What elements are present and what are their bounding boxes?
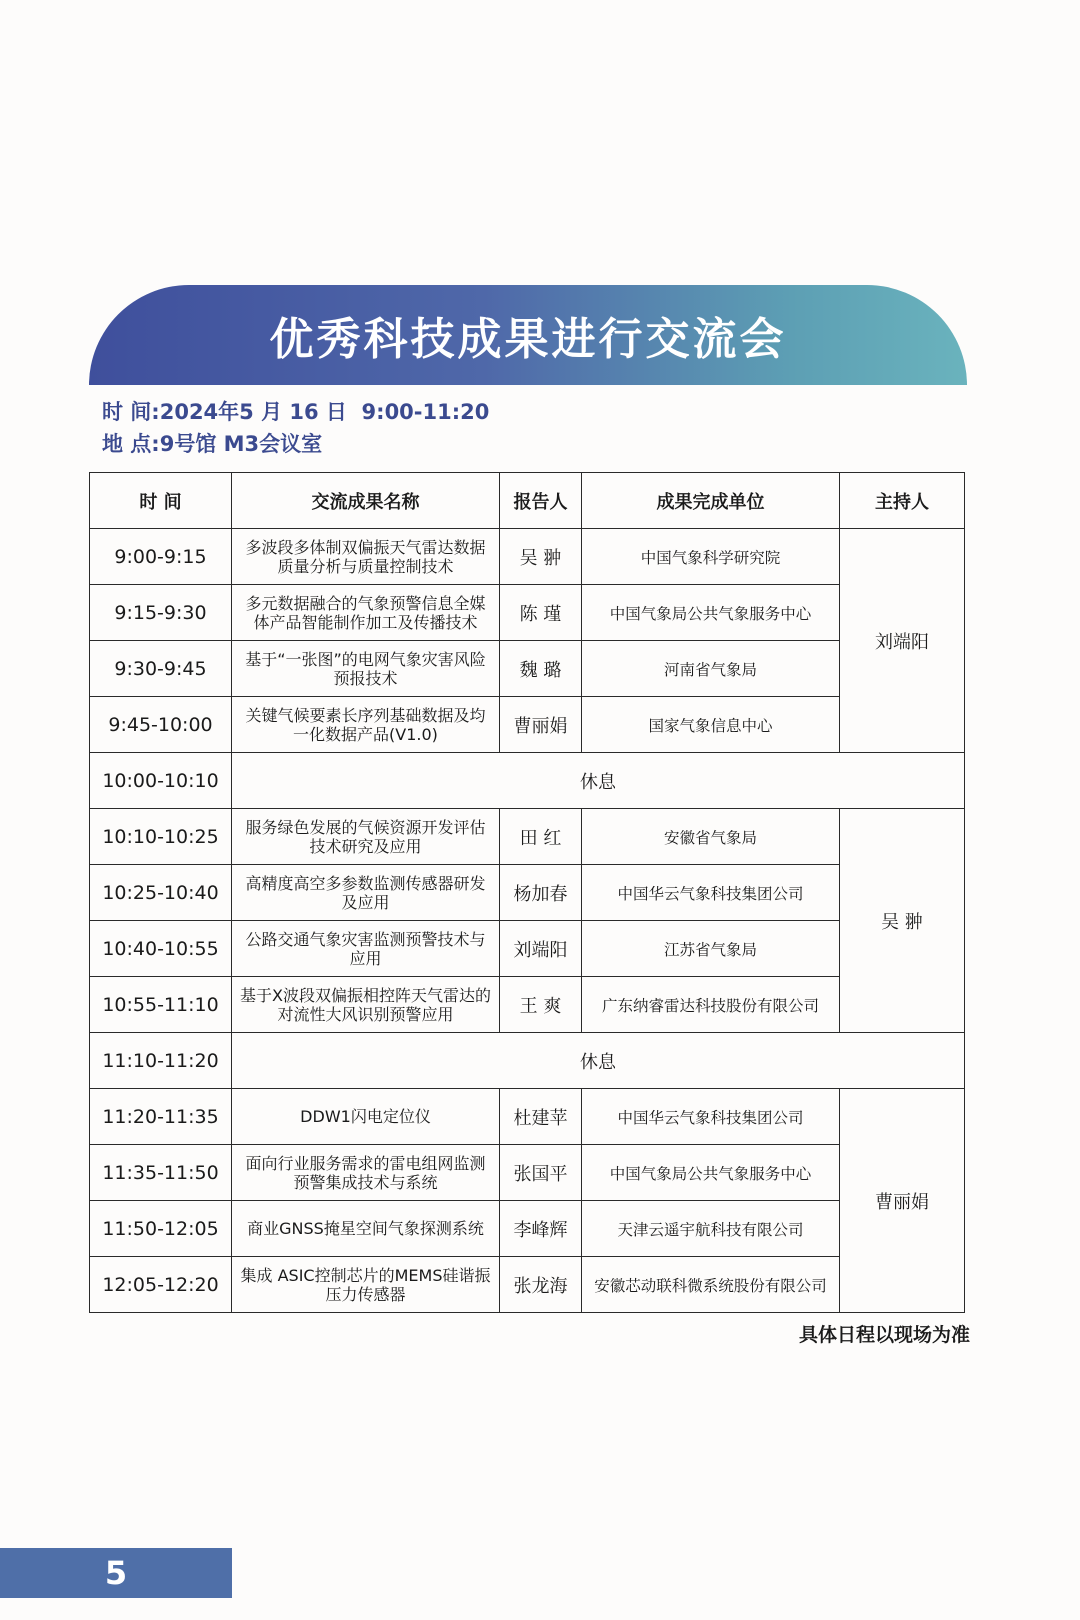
unit-cell: 河南省气象局 <box>582 641 840 697</box>
reporter-cell: 魏 璐 <box>500 641 582 697</box>
unit-cell: 江苏省气象局 <box>582 921 840 977</box>
unit-cell: 中国华云气象科技集团公司 <box>582 865 840 921</box>
title-cell: 基于X波段双偏振相控阵天气雷达的对流性大风识别预警应用 <box>232 977 500 1033</box>
reporter-cell: 田 红 <box>500 809 582 865</box>
table-row <box>90 585 965 641</box>
time-cell: 11:50-12:05 <box>90 1201 232 1257</box>
title-cell: 商业GNSS掩星空间气象探测系统 <box>232 1201 500 1257</box>
place-label: 地 点: <box>102 432 160 456</box>
time-cell: 10:40-10:55 <box>90 921 232 977</box>
unit-cell: 安徽省气象局 <box>582 809 840 865</box>
time-cell: 11:35-11:50 <box>90 1145 232 1201</box>
table-row <box>90 1089 965 1145</box>
table-row <box>90 1257 965 1313</box>
unit-cell: 天津云遥宇航科技有限公司 <box>582 1201 840 1257</box>
reporter-cell: 李峰辉 <box>500 1201 582 1257</box>
reporter-cell: 杨加春 <box>500 865 582 921</box>
reporter-cell: 王 爽 <box>500 977 582 1033</box>
time-cell: 12:05-12:20 <box>90 1257 232 1313</box>
reporter-cell: 刘端阳 <box>500 921 582 977</box>
title-cell: 多元数据融合的气象预警信息全媒体产品智能制作加工及传播技术 <box>232 585 500 641</box>
title-cell: 面向行业服务需求的雷电组网监测预警集成技术与系统 <box>232 1145 500 1201</box>
unit-cell: 中国气象局公共气象服务中心 <box>582 1145 840 1201</box>
page-number: 5 <box>0 1548 232 1598</box>
header-host: 主持人 <box>840 473 965 529</box>
table-row <box>90 809 965 865</box>
reporter-cell: 陈 瑾 <box>500 585 582 641</box>
unit-cell: 中国华云气象科技集团公司 <box>582 1089 840 1145</box>
break-row <box>90 753 965 809</box>
time-cell: 10:25-10:40 <box>90 865 232 921</box>
title-cell: 公路交通气象灾害监测预警技术与应用 <box>232 921 500 977</box>
title-cell: 高精度高空多参数监测传感器研发及应用 <box>232 865 500 921</box>
title-cell: 基于“一张图”的电网气象灾害风险预报技术 <box>232 641 500 697</box>
time-cell: 11:10-11:20 <box>90 1033 232 1089</box>
host-cell: 吴 翀 <box>840 809 965 1033</box>
reporter-cell: 杜建苹 <box>500 1089 582 1145</box>
event-place <box>102 428 322 458</box>
header-title: 交流成果名称 <box>232 473 500 529</box>
schedule-note: 具体日程以现场为准 <box>798 1324 970 1346</box>
break-cell: 休息 <box>232 1033 965 1089</box>
break-row <box>90 1033 965 1089</box>
header-time: 时 间 <box>90 473 232 529</box>
header-unit: 成果完成单位 <box>582 473 840 529</box>
event-time <box>102 396 489 426</box>
time-cell: 9:15-9:30 <box>90 585 232 641</box>
title-cell: 多波段多体制双偏振天气雷达数据质量分析与质量控制技术 <box>232 529 500 585</box>
unit-cell: 广东纳睿雷达科技股份有限公司 <box>582 977 840 1033</box>
table-row <box>90 641 965 697</box>
time-cell: 10:00-10:10 <box>90 753 232 809</box>
time-cell: 10:10-10:25 <box>90 809 232 865</box>
time-cell: 9:30-9:45 <box>90 641 232 697</box>
table-header-row <box>90 473 965 529</box>
table-row <box>90 1201 965 1257</box>
title-cell: 集成 ASIC控制芯片的MEMS硅谐振压力传感器 <box>232 1257 500 1313</box>
unit-cell: 中国气象局公共气象服务中心 <box>582 585 840 641</box>
place-value: 9号馆 M3会议室 <box>159 432 323 456</box>
title-banner <box>89 285 967 385</box>
unit-cell: 安徽芯动联科微系统股份有限公司 <box>582 1257 840 1313</box>
unit-cell: 国家气象信息中心 <box>582 697 840 753</box>
reporter-cell: 张国平 <box>500 1145 582 1201</box>
table-row <box>90 529 965 585</box>
time-cell: 9:00-9:15 <box>90 529 232 585</box>
header-reporter: 报告人 <box>500 473 582 529</box>
schedule-table <box>89 472 965 1313</box>
reporter-cell: 吴 翀 <box>500 529 582 585</box>
table-row <box>90 865 965 921</box>
time-label: 时 间: <box>102 400 160 424</box>
title-cell: DDW1闪电定位仪 <box>232 1089 500 1145</box>
page-title: 优秀科技成果进行交流会 <box>269 314 787 365</box>
break-cell: 休息 <box>232 753 965 809</box>
reporter-cell: 张龙海 <box>500 1257 582 1313</box>
time-cell: 9:45-10:00 <box>90 697 232 753</box>
time-cell: 11:20-11:35 <box>90 1089 232 1145</box>
table-row <box>90 977 965 1033</box>
unit-cell: 中国气象科学研究院 <box>582 529 840 585</box>
table-row <box>90 921 965 977</box>
time-cell: 10:55-11:10 <box>90 977 232 1033</box>
title-cell: 关键气候要素长序列基础数据及均一化数据产品(V1.0) <box>232 697 500 753</box>
table-row <box>90 1145 965 1201</box>
time-value: 2024年5 月 16 日 9:00-11:20 <box>159 400 490 424</box>
reporter-cell: 曹丽娟 <box>500 697 582 753</box>
host-cell: 刘端阳 <box>840 529 965 753</box>
table-row <box>90 697 965 753</box>
title-cell: 服务绿色发展的气候资源开发评估技术研究及应用 <box>232 809 500 865</box>
host-cell: 曹丽娟 <box>840 1089 965 1313</box>
